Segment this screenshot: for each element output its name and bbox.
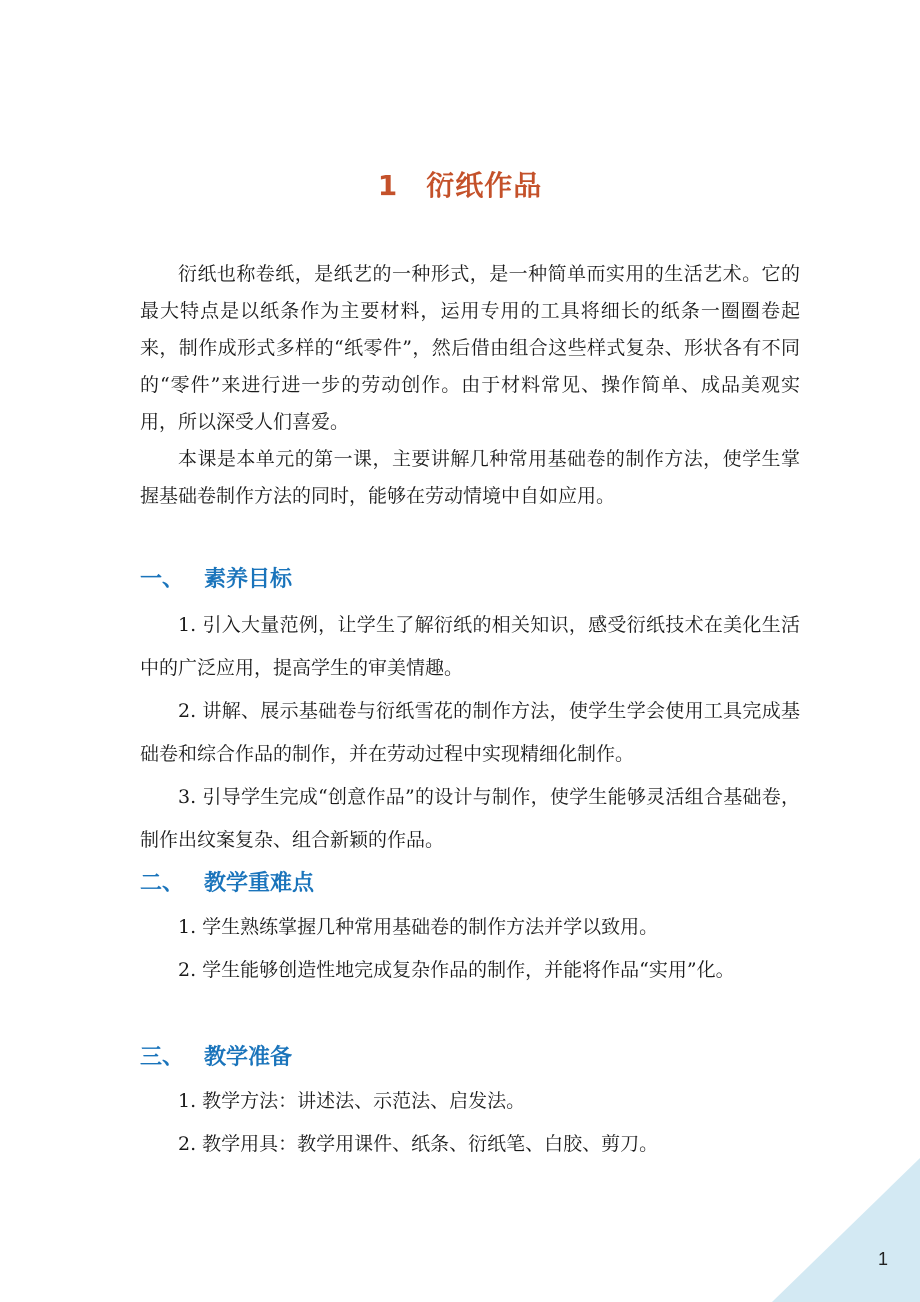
section-number: 二、 bbox=[140, 871, 185, 896]
key-point-item-1: 1. 学生熟练掌握几种常用基础卷的制作方法并学以致用。 bbox=[178, 916, 659, 938]
intro-paragraph-2: 本课是本单元的第一课，主要讲解几种常用基础卷的制作方法，使学生掌握基础卷制作方法的同时，能够在劳动情境中自如应用。 bbox=[140, 448, 800, 507]
section-title: 素养目标 bbox=[204, 567, 293, 592]
lesson-title bbox=[0, 164, 920, 204]
goal-item-2: 2. 讲解、展示基础卷与衍纸雪花的制作方法，使学生学会使用工具完成基础卷和综合作品的制作，并在劳动过程中实现精细化制作。 bbox=[140, 700, 800, 765]
section-number: 一、 bbox=[140, 567, 185, 592]
intro-block bbox=[140, 256, 800, 515]
lesson-title-text: 衍纸作品 bbox=[426, 169, 543, 202]
lesson-number: 1 bbox=[377, 169, 399, 202]
intro-paragraph-1: 衍纸也称卷纸，是纸艺的一种形式，是一种简单而实用的生活艺术。它的最大特点是以纸条作为主要材料，运用专用的工具将细长的纸条一圈圈卷起来，制作成形式多样的“纸零件”，然后借由组合这些样式复杂、形状各有不同的“零件”来进行进一步的劳动创作。由于材料常见、操作简单、成品美观实用，所以深受人们喜爱。 bbox=[140, 263, 800, 433]
page-number: 1 bbox=[877, 1249, 888, 1269]
goal-item-1: 1. 引入大量范例，让学生了解衍纸的相关知识，感受衍纸技术在美化生活中的广泛应用，提高学生的审美情趣。 bbox=[140, 614, 800, 679]
section-number: 三、 bbox=[140, 1045, 185, 1070]
preparation-item-1: 1. 教学方法：讲述法、示范法、启发法。 bbox=[178, 1090, 526, 1112]
section-title: 教学准备 bbox=[204, 1045, 293, 1070]
section-heading-preparation bbox=[140, 1040, 292, 1071]
section-heading-key-points bbox=[140, 866, 314, 897]
section-title: 教学重难点 bbox=[204, 871, 315, 896]
section-heading-goals bbox=[140, 562, 292, 593]
preparation-item-2: 2. 教学用具：教学用课件、纸条、衍纸笔、白胶、剪刀。 bbox=[178, 1133, 659, 1155]
corner-decoration bbox=[772, 1158, 920, 1302]
key-point-item-2: 2. 学生能够创造性地完成复杂作品的制作，并能将作品“实用”化。 bbox=[178, 959, 735, 981]
goal-item-3: 3. 引导学生完成“创意作品”的设计与制作，使学生能够灵活组合基础卷，制作出纹案复杂、组合新颖的作品。 bbox=[140, 786, 800, 851]
